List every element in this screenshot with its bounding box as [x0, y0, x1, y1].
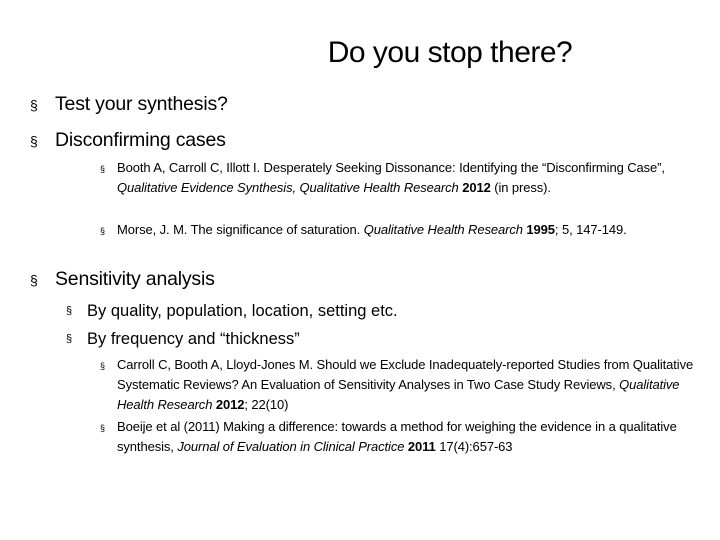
reference-booth — [100, 158, 697, 198]
bullet-test-synthesis — [30, 93, 228, 116]
slide-title: Do you stop there? — [327, 36, 573, 69]
bullet-text: By quality, population, location, setting etc. — [87, 302, 398, 320]
ref-journal: Qualitative Health Research — [117, 377, 680, 412]
reference-carroll — [100, 355, 697, 415]
bullet-icon: § — [30, 97, 38, 113]
ref-text: Carroll C, Booth A, Lloyd-Jones M. Should we Exclude Inadequately-reported Studies from Qualitative Systematic Reviews? An Evaluation of Sensitivity Analyses in Two Case Study Reviews, — [117, 357, 694, 392]
ref-tail: 17(4):657-63 — [435, 439, 513, 454]
ref-text: Boeije et al (2011) Making a difference: towards a method for weighing the evidence in a qualitative synthesis, — [117, 419, 677, 454]
bullet-text: Sensitivity analysis — [55, 268, 215, 290]
bullet-text: Disconfirming cases — [55, 129, 226, 151]
ref-journal: Journal of Evaluation in Clinical Practice — [177, 439, 405, 454]
ref-text: Morse, J. M. The significance of saturation. — [117, 222, 364, 237]
reference-morse — [100, 220, 697, 240]
bullet-icon: § — [30, 272, 38, 288]
bullet-disconfirming-cases — [30, 129, 226, 152]
ref-year: 2012 — [462, 180, 491, 195]
ref-tail: (in press). — [490, 180, 551, 195]
bullet-sensitivity-analysis — [30, 268, 215, 291]
bullet-icon: § — [30, 133, 38, 149]
ref-tail: ; 22(10) — [244, 397, 289, 412]
ref-tail: ; 5, 147-149. — [554, 222, 627, 237]
bullet-text: By frequency and “thickness” — [87, 330, 300, 348]
sub-bullet-quality — [66, 302, 398, 321]
bullet-icon: § — [66, 333, 73, 345]
ref-journal: Qualitative Evidence Synthesis, Qualitative Health Research — [117, 180, 459, 195]
ref-journal: Qualitative Health Research — [363, 222, 523, 237]
bullet-icon: § — [100, 361, 105, 371]
sub-bullet-frequency — [66, 330, 300, 349]
ref-year: 2012 — [215, 397, 245, 412]
bullet-icon: § — [100, 226, 105, 236]
reference-boeije — [100, 417, 697, 457]
ref-text: Booth A, Carroll C, Illott I. Desperately Seeking Dissonance: Identifying the “Disconfirming Case”, — [117, 160, 665, 175]
bullet-icon: § — [100, 423, 105, 433]
ref-year: 1995 — [526, 222, 555, 237]
ref-year: 2011 — [407, 439, 436, 454]
bullet-icon: § — [66, 305, 73, 317]
bullet-text: Test your synthesis? — [55, 93, 228, 115]
bullet-icon: § — [100, 164, 105, 174]
